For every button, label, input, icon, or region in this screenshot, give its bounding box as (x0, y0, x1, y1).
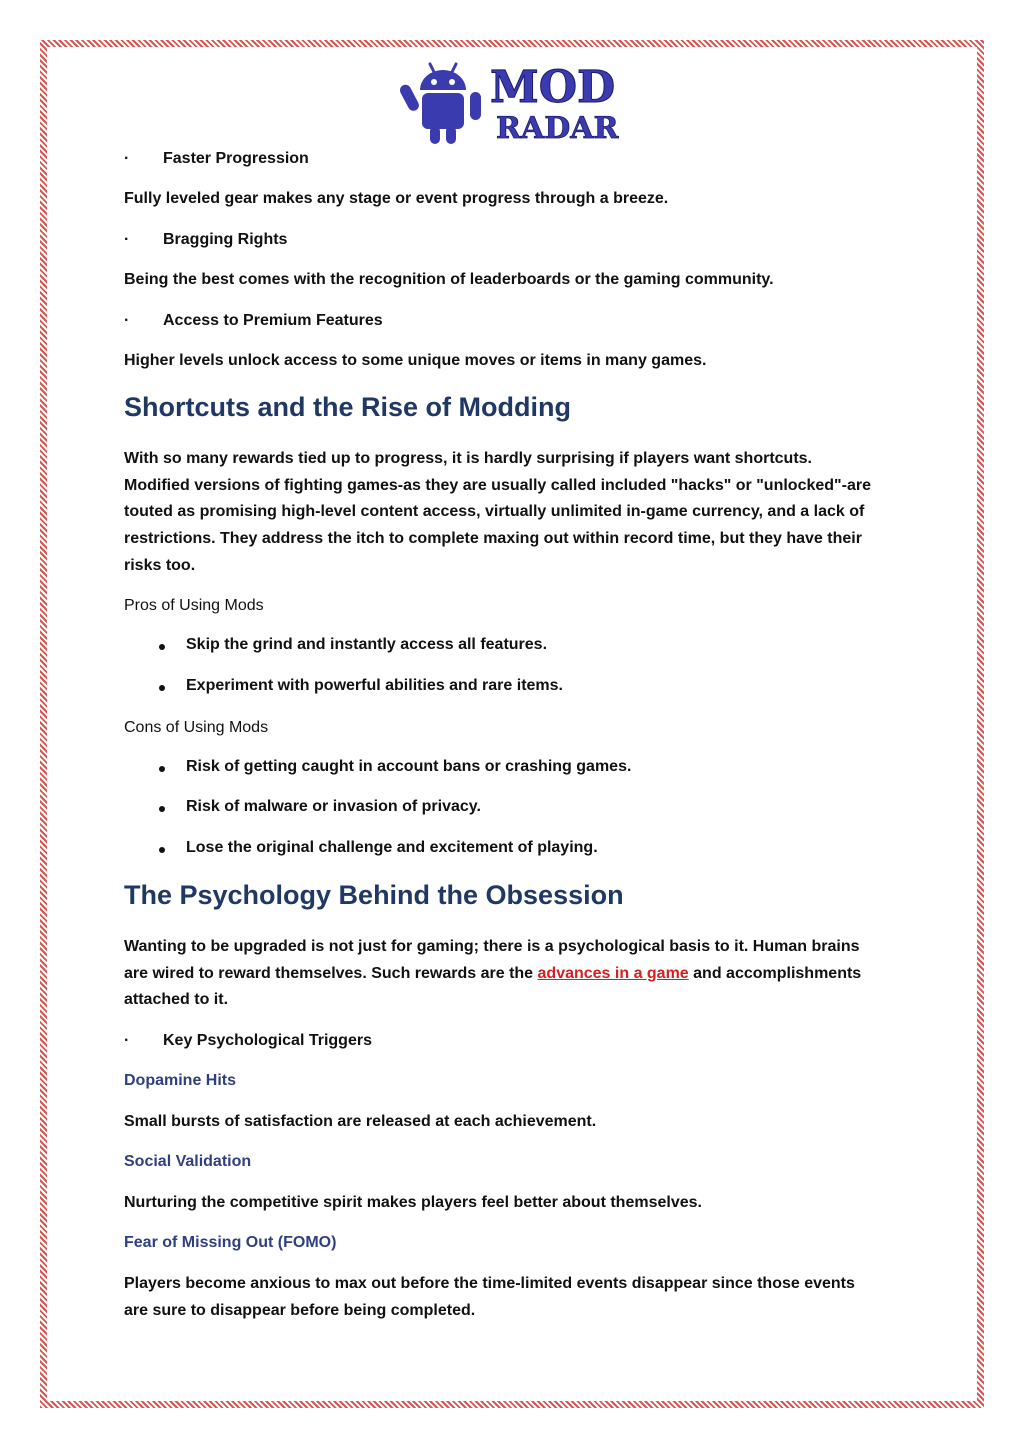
mod-radar-logo (398, 56, 628, 148)
cons-label: Cons of Using Mods (124, 719, 269, 736)
advances-link[interactable]: advances in a game (537, 965, 689, 982)
paragraph-fomo-line: are sure to disappear before being completed. (124, 1302, 476, 1319)
pros-label: Pros of Using Mods (124, 597, 264, 614)
bullet-label: Access to Premium Features (163, 312, 383, 329)
paragraph-psychology-line: are wired to reward themselves. Such rewards are the advances in a game and accomplishments (124, 965, 862, 982)
logo-text-radar: RADAR (496, 111, 619, 146)
subheading-dopamine: Dopamine Hits (124, 1072, 237, 1089)
paragraph-shortcuts-line: touted as promising high-level content access, virtually unlimited in-game currency, and a lack of (124, 503, 865, 520)
paragraph-psychology-line: attached to it. (124, 991, 229, 1008)
paragraph-social: Nurturing the competitive spirit makes players feel better about themselves. (124, 1194, 702, 1211)
bullet-label: Key Psychological Triggers (163, 1032, 372, 1049)
paragraph-psychology-line: Wanting to be upgraded is not just for gaming; there is a psychological basis to it. Human brains (124, 938, 860, 955)
bullet-label: Bragging Rights (163, 231, 288, 248)
heading-shortcuts: Shortcuts and the Rise of Modding (124, 392, 571, 422)
paragraph-bragging: Being the best comes with the recognition of leaderboards or the gaming community. (124, 271, 774, 288)
subheading-fomo: Fear of Missing Out (FOMO) (124, 1234, 337, 1251)
android-robot-icon (398, 64, 481, 144)
paragraph-shortcuts-line: Modified versions of fighting games-as they are usually called included "hacks" or "unlocked"-are (124, 477, 871, 494)
paragraph-shortcuts-line: restrictions. They address the itch to complete maxing out within record time, but they have their (124, 530, 862, 547)
heading-psychology: The Psychology Behind the Obsession (124, 880, 624, 910)
paragraph-fomo-line: Players become anxious to max out before the time-limited events disappear since those events (124, 1275, 855, 1292)
paragraph-faster: Fully leveled gear makes any stage or event progress through a breeze. (124, 190, 669, 207)
paragraph-dopamine: Small bursts of satisfaction are released at each achievement. (124, 1113, 597, 1130)
subheading-social: Social Validation (124, 1153, 252, 1170)
logo-text-mod: MOD (490, 62, 616, 113)
paragraph-shortcuts-line: risks too. (124, 557, 196, 574)
bullet-label: Faster Progression (163, 150, 309, 167)
paragraph-premium: Higher levels unlock access to some unique moves or items in many games. (124, 352, 707, 369)
paragraph-shortcuts-line: With so many rewards tied up to progress, it is hardly surprising if players want shortcuts. (124, 450, 812, 467)
